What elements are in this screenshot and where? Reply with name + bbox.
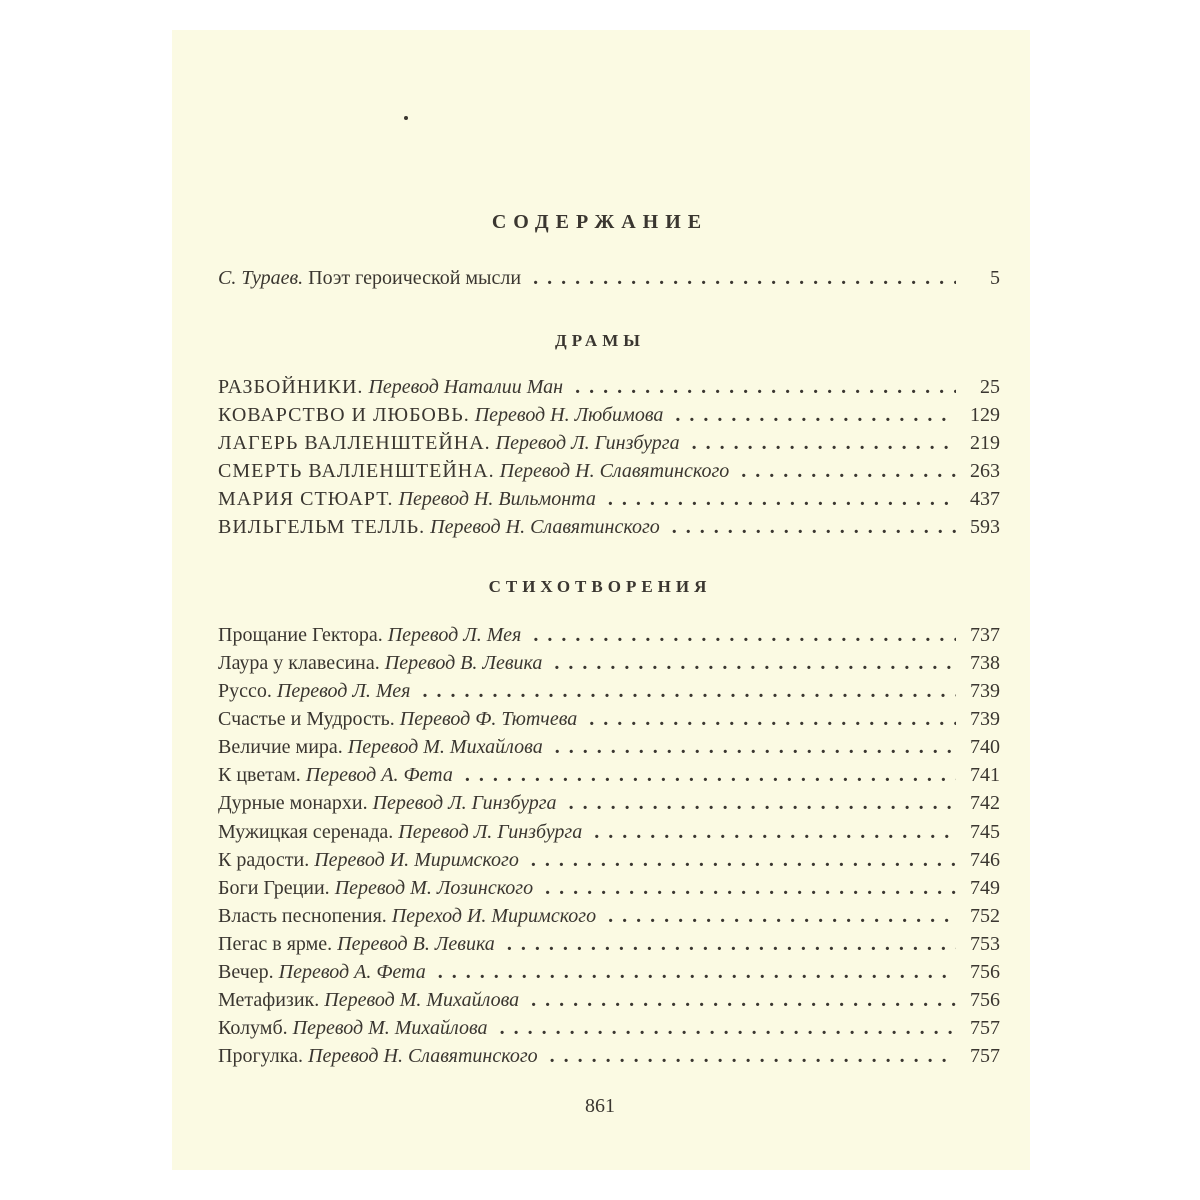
page-number: 757 — [970, 1017, 1000, 1039]
dot-leader — [554, 652, 956, 675]
dot-leader — [422, 680, 956, 703]
poem-translator: Перевод В. Левика — [384, 652, 543, 674]
drama-translator: Перевод Наталии Ман — [368, 376, 564, 398]
page-number: 740 — [970, 736, 1000, 758]
poem-title: Мужицкая серенада. — [218, 821, 394, 843]
poem-title: К цветам. — [218, 764, 301, 786]
poem-title: Колумб. — [218, 1017, 288, 1039]
page-number: 263 — [970, 460, 1000, 482]
page-number: 757 — [970, 1045, 1000, 1067]
poem-title: Прощание Гектора. — [218, 624, 383, 646]
page-number: 129 — [970, 404, 1000, 426]
toc-entry-drama — [218, 376, 1000, 402]
toc-entry-poem — [218, 680, 1000, 706]
toc-entry-poem — [218, 652, 1000, 678]
page-number: 756 — [970, 961, 1000, 983]
page-number: 737 — [970, 624, 1000, 646]
poem-translator: Перевод А. Фета — [278, 961, 426, 983]
poem-translator: Перевод А. Фета — [305, 764, 453, 786]
drama-translator: Перевод Л. Гинзбурга — [495, 432, 680, 454]
poem-title: Власть песнопения. — [218, 905, 387, 927]
toc-entry-poem — [218, 1045, 1000, 1071]
poem-translator: Перевод В. Левика — [337, 933, 495, 955]
toc-entry-poem — [218, 849, 1000, 875]
poems-heading: СТИХОТВОРЕНИЯ — [488, 577, 712, 596]
toc-entry-poem — [218, 764, 1000, 790]
dot-leader — [438, 961, 956, 984]
drama-title: РАЗБОЙНИКИ. — [218, 376, 364, 398]
poem-translator: Перевод М. Михайлова — [292, 1017, 488, 1039]
toc-entry-poem — [218, 736, 1000, 762]
dot-leader — [507, 933, 956, 956]
toc-entry-drama — [218, 404, 1000, 430]
dot-leader — [608, 905, 956, 928]
dot-leader — [500, 1017, 956, 1040]
dot-leader — [675, 404, 956, 427]
intro-title: Поэт героической мысли — [308, 267, 522, 289]
dot-leader — [545, 877, 956, 900]
dot-leader — [550, 1045, 956, 1068]
contents-title: СОДЕРЖАНИЕ — [491, 211, 709, 233]
poem-translator: Перевод Н. Славятинского — [308, 1045, 538, 1067]
page-number: 745 — [970, 821, 1000, 843]
toc-entry-drama — [218, 432, 1000, 458]
poem-translator: Перевод И. Миримского — [314, 849, 519, 871]
poem-translator: Перевод М. Лозинского — [334, 877, 534, 899]
toc-entry-poem — [218, 624, 1000, 650]
poem-translator: Перевод Ф. Тютчева — [399, 708, 578, 730]
page-number: 742 — [970, 792, 1000, 814]
poem-title: Руссо. — [218, 680, 272, 702]
folio-page-number: 861 — [585, 1095, 615, 1117]
poem-translator: Перевод Л. Мея — [276, 680, 411, 702]
dot-leader — [531, 989, 956, 1012]
drama-title: ВИЛЬГЕЛЬМ ТЕЛЛЬ. — [218, 516, 426, 538]
toc-entry-poem — [218, 933, 1000, 959]
drama-title: МАРИЯ СТЮАРТ. — [218, 488, 394, 510]
dot-leader — [594, 821, 956, 844]
page-number: 749 — [970, 877, 1000, 899]
dot-leader — [589, 708, 956, 731]
drama-title: СМЕРТЬ ВАЛЛЕНШТЕЙНА. — [218, 460, 495, 482]
toc-entry-drama — [218, 516, 1000, 542]
dot-leader — [692, 432, 956, 455]
poem-title: Метафизик. — [218, 989, 320, 1011]
dot-leader — [608, 488, 956, 511]
page-number: 739 — [970, 680, 1000, 702]
page-number: 738 — [970, 652, 1000, 674]
poem-translator: Перевод Л. Гинзбурга — [372, 792, 557, 814]
page-number: 756 — [970, 989, 1000, 1011]
dramas-heading: ДРАМЫ — [555, 331, 645, 350]
dot-leader — [531, 849, 956, 872]
drama-translator: Перевод Н. Вильмонта — [398, 488, 596, 510]
poem-title: Счастье и Мудрость. — [218, 708, 395, 730]
dot-leader — [533, 267, 956, 290]
poem-translator: Перевод Л. Гинзбурга — [398, 821, 583, 843]
page-number: 593 — [970, 516, 1000, 538]
poem-translator: Переход И. Миримского — [391, 905, 597, 927]
toc-entry-poem — [218, 905, 1000, 931]
toc-entry-poem — [218, 989, 1000, 1015]
dot-leader — [575, 376, 956, 399]
poem-title: Вечер. — [218, 961, 274, 983]
drama-translator: Перевод Н. Славятинского — [499, 460, 730, 482]
toc-entry-poem — [218, 877, 1000, 903]
toc-entry-poem — [218, 792, 1000, 818]
dot-leader — [569, 792, 956, 815]
toc-entry-drama — [218, 488, 1000, 514]
page-number: 741 — [970, 764, 1000, 786]
poem-translator: Перевод Л. Мея — [387, 624, 522, 646]
toc-entry-poem — [218, 1017, 1000, 1043]
poem-title: Боги Греции. — [218, 877, 330, 899]
intro-author: С. Тураев. — [218, 267, 304, 289]
drama-title: КОВАРСТВО И ЛЮБОВЬ. — [218, 404, 470, 426]
toc-entry-intro — [218, 267, 1000, 293]
dot-leader — [741, 460, 956, 483]
poem-translator: Перевод М. Михайлова — [347, 736, 543, 758]
page-number: 5 — [990, 267, 1000, 289]
toc-entry-poem — [218, 821, 1000, 847]
page-number: 739 — [970, 708, 1000, 730]
poem-title: Лаура у клавесина. — [218, 652, 380, 674]
ink-speck — [404, 116, 408, 120]
page-number: 752 — [970, 905, 1000, 927]
toc-entry-drama — [218, 460, 1000, 486]
dot-leader — [465, 764, 956, 787]
drama-translator: Перевод Н. Славятинского — [430, 516, 660, 538]
poem-title: К радости. — [218, 849, 310, 871]
dot-leader — [533, 624, 956, 647]
page-number: 746 — [970, 849, 1000, 871]
page-number: 437 — [970, 488, 1000, 510]
drama-translator: Перевод Н. Любимова — [474, 404, 664, 426]
dot-leader — [555, 736, 956, 759]
page-number: 219 — [970, 432, 1000, 454]
page-number: 753 — [970, 933, 1000, 955]
poem-title: Прогулка. — [218, 1045, 304, 1067]
poem-title: Величие мира. — [218, 736, 343, 758]
poem-title: Дурные монархи. — [218, 792, 368, 814]
toc-entry-poem — [218, 961, 1000, 987]
poem-title: Пегас в ярме. — [218, 933, 333, 955]
toc-entry-poem — [218, 708, 1000, 734]
dot-leader — [672, 516, 956, 539]
poem-translator: Перевод М. Михайлова — [324, 989, 520, 1011]
drama-title: ЛАГЕРЬ ВАЛЛЕНШТЕЙНА. — [218, 432, 491, 454]
page-number: 25 — [980, 376, 1000, 398]
